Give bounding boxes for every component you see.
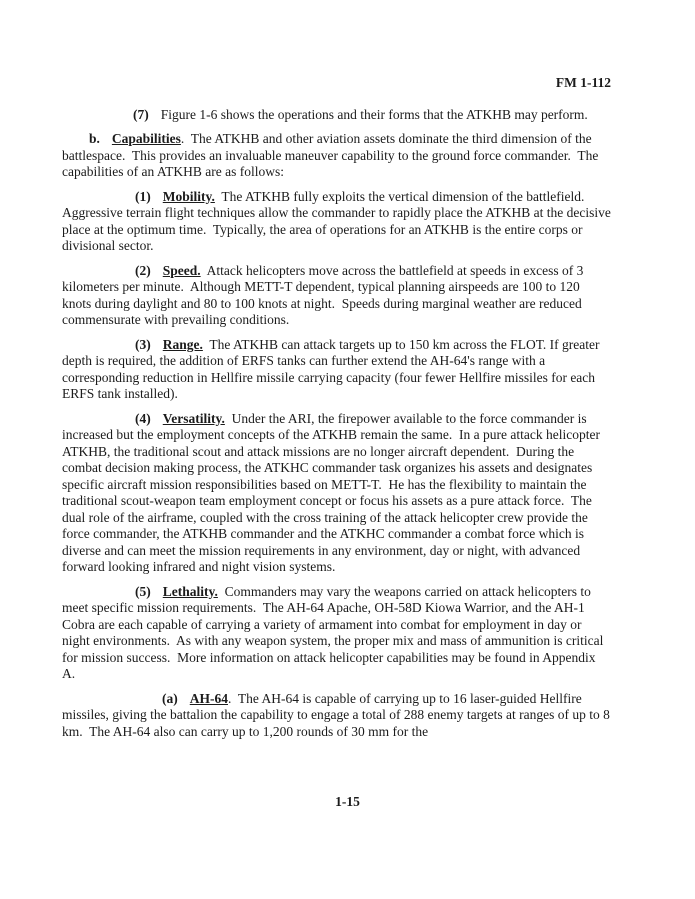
paragraph-5-lethality <box>62 584 611 683</box>
paragraph-heading: Speed. <box>162 262 201 278</box>
paragraph-7 <box>62 107 611 124</box>
paragraph-label: (5) <box>135 583 151 599</box>
paragraph-body: The ATKHB fully exploits the vertical dimension of the battlefield. Aggressive terrain flight techniques allow the commander to rapidly place the ATKHB at the decisive place at the optimum time. Typically, the area of operations for an ATKHB is the entire corps or divisional sector. <box>62 188 615 253</box>
paragraph-body: The ATKHB can attack targets up to 150 km across the FLOT. If greater depth is required, the addition of ERFS tanks can further extend the AH-64's range with a corresponding reduction in Hellfire missile carrying capacity (four fewer Hellfire missiles for each ERFS tank installed). <box>62 336 603 401</box>
paragraph-label: (3) <box>135 336 151 352</box>
paragraph-3-range <box>62 337 611 403</box>
paragraph-b-capabilities <box>62 131 611 181</box>
paragraph-4-versatility <box>62 411 611 576</box>
paragraph-label: (a) <box>162 690 178 706</box>
page-content <box>62 75 615 748</box>
paragraph-label: (7) <box>133 106 149 122</box>
paragraph-label: b. <box>89 131 100 146</box>
paragraph-heading: Mobility. <box>162 188 215 204</box>
paragraph-heading: Range. <box>162 336 203 352</box>
header-doc-number: FM 1-112 <box>555 75 611 90</box>
paragraph-heading: AH-64 <box>189 690 228 706</box>
paragraph-heading: Versatility. <box>162 410 225 426</box>
paragraph-body: Under the ARI, the firepower available to the force commander is increased but the employment concepts of the ATKHB remain the same. In a pure attack helicopter ATKHB, the traditional scout and attack missions are no longer aircraft dependent. During the combat decision making process, the ATKHC commander task organizes his assets and designates specific aircraft mission responsibilities based on METT-T. He has the flexibility to maintain the traditional scout-weapon team employment concept or focus his assets as a pure attack force. The dual role of the airframe, coupled with the cross training of the attack helicopter crew provide the force commander, the ATKHB commander and the ATKHC commander a combat force which is diverse and can meet the mission requirements in any environment, day or night, with advanced forward looking infrared and night vision systems. <box>62 410 603 574</box>
paragraph-1-mobility <box>62 188 615 255</box>
paragraph-body: Commanders may vary the weapons carried on attack helicopters to meet specific mission requirements. The AH-64 Apache, OH-58D Kiowa Warrior, and the AH-1 Cobra are each capable of carrying a variety of armament into combat for employment in day or night environments. As with any weapon system, the proper mix and mass of ammunition is critical for mission success. More information on attack helicopter capabilities may be found in Appendix A. <box>62 583 607 681</box>
paragraph-2-speed <box>62 263 611 329</box>
paragraph-a-ah64 <box>62 690 614 741</box>
paragraph-label: (4) <box>135 410 151 426</box>
paragraph-body: Attack helicopters move across the battlefield at speeds in excess of 3 kilometers per minute. Although METT-T dependent, typical planning airspeeds are 100 to 120 knots during daylight and 80 to 100 knots at night. Speeds during marginal weather are reduced commensurate with prevailing conditions. <box>62 262 587 327</box>
paragraph-body: Figure 1-6 shows the operations and their forms that the ATKHB may perform. <box>160 106 588 122</box>
paragraph-heading: Capabilities <box>111 131 181 146</box>
paragraph-body: . The ATKHB and other aviation assets dominate the third dimension of the battlespace. This provides an invaluable maneuver capability to the ground force commander. The capabilities of an ATKHB are as follows: <box>62 131 602 179</box>
paragraph-body: . The AH-64 is capable of carrying up to 16 laser-guided Hellfire missiles, giving the battalion the capability to engage a total of 288 enemy targets at ranges of up to 8 km. The AH-64 also can carry up to 1,200 rounds of 30 mm for the <box>62 690 614 739</box>
paragraph-label: (1) <box>135 188 151 204</box>
paragraph-label: (2) <box>135 262 151 278</box>
paragraph-heading: Lethality. <box>162 583 218 599</box>
page-number: 1-15 <box>335 794 360 809</box>
